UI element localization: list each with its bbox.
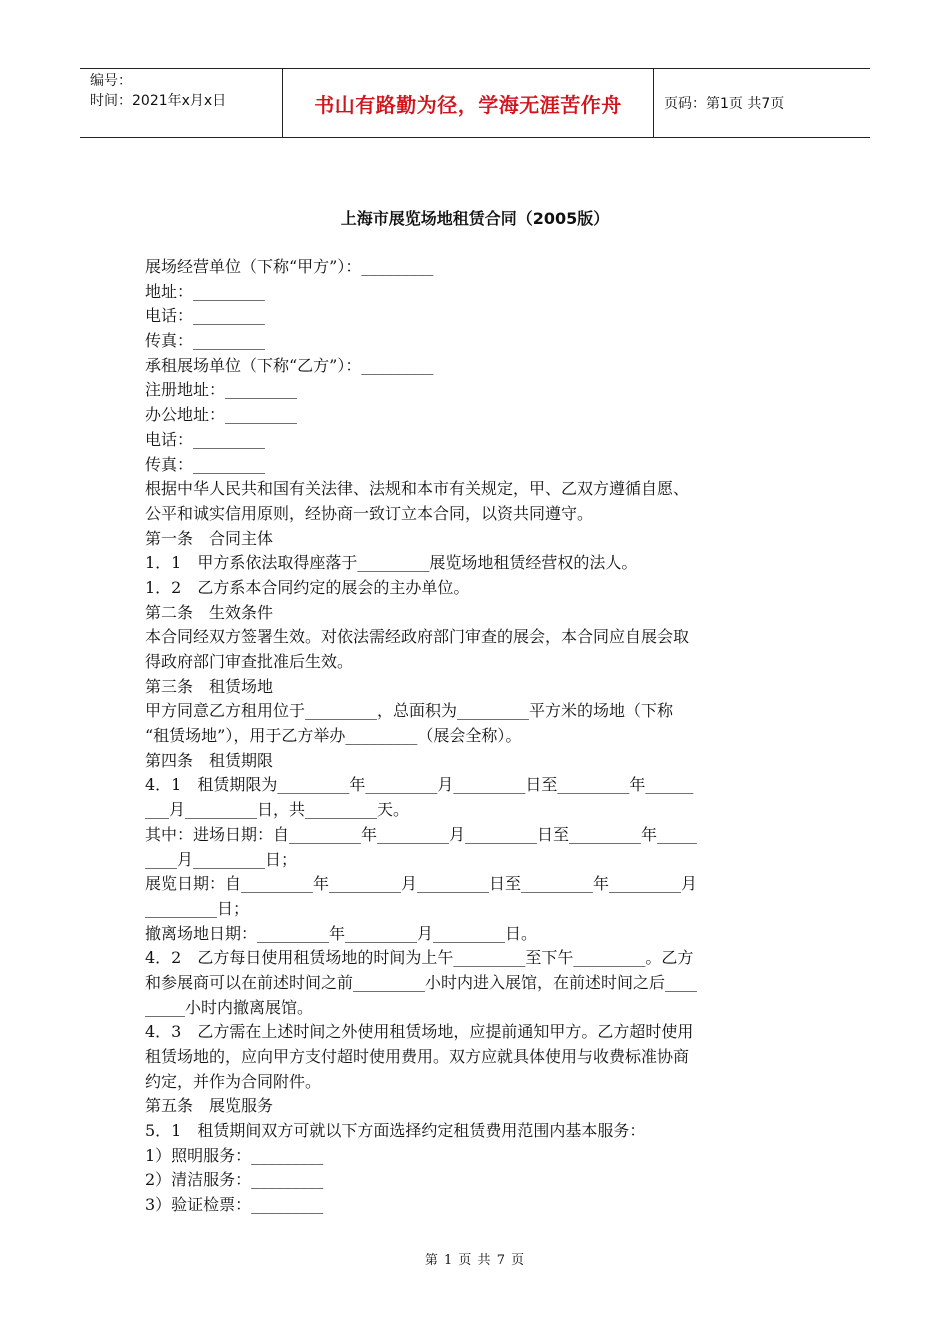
contract-line: 办公地址：_________ bbox=[145, 405, 298, 425]
document-date: 时间：2021年x月x日 bbox=[90, 93, 227, 109]
contract-line: 第五条 展览服务 bbox=[145, 1096, 274, 1116]
page-footer: 第 1 页 共 7 页 bbox=[424, 1253, 526, 1268]
contract-line: 1）照明服务：_________ bbox=[145, 1145, 324, 1165]
contract-line: 撤离场地日期：_________年_________月_________日。 bbox=[145, 923, 538, 943]
header-motto: 书山有路勤为径，学海无涯苦作舟 bbox=[282, 69, 654, 137]
contract-line: 第三条 租赁场地 bbox=[145, 676, 274, 696]
contract-line: 地址：_________ bbox=[145, 281, 266, 301]
contract-line: 租赁场地的，应向甲方支付超时使用费用。双方应就具体使用与收费标准协商 bbox=[145, 1047, 690, 1066]
contract-line: 第四条 租赁期限 bbox=[145, 750, 274, 770]
contract-line: _____小时内撤离展馆。 bbox=[145, 997, 314, 1017]
contract-line: 电话：_________ bbox=[145, 306, 266, 326]
contract-line: ____月_________日； bbox=[145, 849, 298, 869]
contract-line: “租赁场地”），用于乙方举办_________（展会全称）。 bbox=[145, 726, 522, 746]
header-table bbox=[80, 68, 870, 138]
contract-line: 本合同经双方签署生效。对依法需经政府部门审查的展会，本合同应自展会取 bbox=[145, 627, 690, 647]
contract-line: 1．2 乙方系本合同约定的展会的主办单位。 bbox=[145, 577, 470, 597]
contract-line: 公平和诚实信用原则，经协商一致订立本合同，以资共同遵守。 bbox=[145, 503, 594, 523]
contract-line: 电话：_________ bbox=[145, 429, 266, 449]
contract-body bbox=[145, 255, 805, 1218]
contract-line: 展场经营单位（下称“甲方”）：_________ bbox=[145, 257, 434, 276]
contract-line: ___月_________日，共_________天。 bbox=[145, 800, 410, 820]
contract-line: 第二条 生效条件 bbox=[145, 602, 274, 622]
contract-line: 展览日期：自_________年_________月_________日至_________年_________月 bbox=[145, 874, 698, 894]
contract-line: 2）清洁服务：_________ bbox=[145, 1170, 324, 1190]
contract-line: 约定，并作为合同附件。 bbox=[145, 1071, 322, 1091]
contract-line: 1．1 甲方系依法取得座落于_________展览场地租赁经营权的法人。 bbox=[145, 553, 638, 573]
contract-line: 传真：_________ bbox=[145, 454, 266, 474]
contract-line: 4．1 租赁期限为_________年_________月_________日至_________年______ bbox=[145, 775, 694, 795]
contract-line: 甲方同意乙方租用位于_________，总面积为_________平方米的场地（下称 bbox=[145, 701, 674, 721]
contract-line: 得政府部门审查批准后生效。 bbox=[145, 652, 354, 671]
header-page-number: 页码：第1页 共7页 bbox=[664, 96, 785, 112]
contract-line: 5．1 租赁期间双方可就以下方面选择约定租赁费用范围内基本服务： bbox=[145, 1121, 646, 1141]
contract-line: 和参展商可以在前述时间之前_________小时内进入展馆，在前述时间之后____ bbox=[145, 972, 698, 992]
contract-line: _________日； bbox=[145, 898, 250, 918]
contract-line: 4．2 乙方每日使用租赁场地的时间为上午_________至下午_________。乙方 bbox=[145, 948, 694, 968]
contract-line: 承租展场单位（下称“乙方”）：_________ bbox=[145, 355, 434, 375]
contract-line: 根据中华人民共和国有关法律、法规和本市有关规定，甲、乙双方遵循自愿、 bbox=[145, 479, 690, 499]
document-title: 上海市展览场地租赁合同（2005版） bbox=[340, 209, 610, 228]
contract-line: 其中：进场日期：自_________年_________月_________日至_________年_____ bbox=[145, 824, 698, 844]
contract-line: 4．3 乙方需在上述时间之外使用租赁场地，应提前通知甲方。乙方超时使用 bbox=[145, 1022, 694, 1042]
contract-line: 第一条 合同主体 bbox=[145, 528, 274, 548]
contract-line: 注册地址：_________ bbox=[145, 380, 298, 400]
contract-line: 传真：_________ bbox=[145, 331, 266, 351]
contract-line: 3）验证检票：_________ bbox=[145, 1195, 324, 1215]
header-meta bbox=[80, 69, 282, 137]
document-number-label: 编号： bbox=[90, 73, 132, 89]
